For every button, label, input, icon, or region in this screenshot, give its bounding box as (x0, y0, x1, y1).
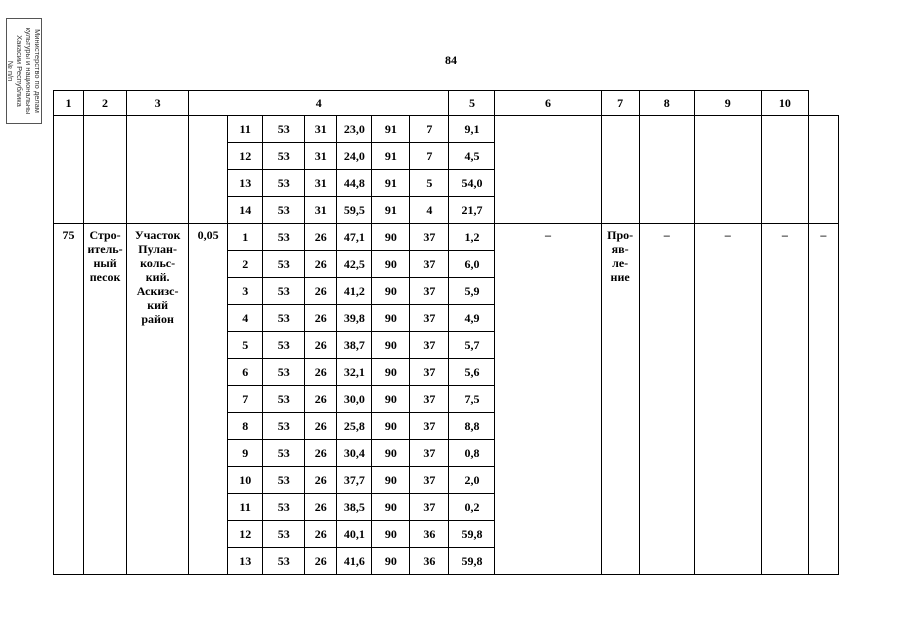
entry-number: 75 (54, 224, 84, 575)
coordinate-cell: 24,0 (337, 143, 372, 170)
cell-line: ле- (612, 256, 629, 270)
coordinate-cell: 53 (263, 224, 305, 251)
coordinate-cell: 37 (410, 467, 449, 494)
coordinate-cell: 7 (410, 116, 449, 143)
coordinate-cell: 59,5 (337, 197, 372, 224)
empty-cell (601, 116, 639, 224)
coordinate-cell: 37 (410, 440, 449, 467)
coordinate-cell: 5 (410, 170, 449, 197)
coordinate-cell: 37 (410, 413, 449, 440)
coordinate-cell: 0,2 (449, 494, 495, 521)
coordinate-cell: 37 (410, 278, 449, 305)
coordinate-cell: 91 (372, 197, 410, 224)
coordinate-cell: 44,8 (337, 170, 372, 197)
coordinate-cell: 90 (372, 467, 410, 494)
cell-line: ный (93, 256, 117, 270)
coordinate-cell: 7 (410, 143, 449, 170)
coordinate-cell: 4,9 (449, 305, 495, 332)
coordinate-cell: 59,8 (449, 548, 495, 575)
cell-line: ние (610, 270, 630, 284)
column-header: 2 (84, 91, 127, 116)
coordinate-cell: 23,0 (337, 116, 372, 143)
coordinate-cell: 31 (305, 116, 337, 143)
header-row (54, 91, 839, 116)
coordinate-cell: 90 (372, 224, 410, 251)
coordinate-cell: 91 (372, 170, 410, 197)
coordinate-cell: 39,8 (337, 305, 372, 332)
empty-cell (495, 116, 601, 224)
coordinate-cell: 53 (263, 116, 305, 143)
coordinate-cell: 9 (228, 440, 263, 467)
coordinate-cell: 90 (372, 305, 410, 332)
column-header: 3 (127, 91, 189, 116)
coordinate-cell: 53 (263, 251, 305, 278)
coordinate-cell: 53 (263, 332, 305, 359)
coordinate-cell: 53 (263, 386, 305, 413)
empty-cell (639, 116, 694, 224)
coordinate-cell: 26 (305, 413, 337, 440)
coordinate-cell: 4 (410, 197, 449, 224)
coordinate-cell: 26 (305, 548, 337, 575)
coordinate-cell: 31 (305, 170, 337, 197)
cell-line: Про- (607, 228, 634, 242)
col10-cell: – (808, 224, 838, 575)
coordinate-cell: 26 (305, 386, 337, 413)
coordinate-cell: 37 (410, 494, 449, 521)
coordinate-cell: 53 (263, 359, 305, 386)
coordinate-cell: 40,1 (337, 521, 372, 548)
cell-line: Участок (134, 228, 181, 242)
coordinate-cell: 37 (410, 332, 449, 359)
coordinate-cell: 42,5 (337, 251, 372, 278)
coordinate-cell: 2,0 (449, 467, 495, 494)
cell-line: Стро- (89, 228, 121, 242)
coordinate-cell: 10 (228, 467, 263, 494)
coordinate-cell: 53 (263, 170, 305, 197)
coordinate-cell: 6,0 (449, 251, 495, 278)
stamp-line: культуры и национальны (24, 27, 33, 115)
coordinate-cell: 8 (228, 413, 263, 440)
column-header: 6 (495, 91, 601, 116)
coordinate-cell: 1,2 (449, 224, 495, 251)
type-cell (601, 224, 639, 575)
material-cell (84, 224, 127, 575)
coordinate-cell: 90 (372, 359, 410, 386)
coordinate-cell: 91 (372, 143, 410, 170)
coordinate-cell: 90 (372, 413, 410, 440)
coordinate-cell: 90 (372, 440, 410, 467)
coordinate-cell: 53 (263, 548, 305, 575)
coordinate-cell: 25,8 (337, 413, 372, 440)
coordinate-cell: 1 (228, 224, 263, 251)
cell-line: кий (147, 298, 168, 312)
coordinate-cell: 3 (228, 278, 263, 305)
coordinate-cell: 13 (228, 548, 263, 575)
coordinate-cell: 90 (372, 278, 410, 305)
coordinate-cell: 26 (305, 251, 337, 278)
coordinate-cell: 53 (263, 413, 305, 440)
coordinate-cell: 90 (372, 494, 410, 521)
coordinate-cell: 37 (410, 305, 449, 332)
column-header: 9 (694, 91, 761, 116)
empty-cell (127, 116, 189, 224)
coordinate-cell: 14 (228, 197, 263, 224)
coordinate-cell: 36 (410, 548, 449, 575)
cell-line: кий. (145, 270, 170, 284)
col5-cell: – (495, 224, 601, 575)
table-row (54, 116, 839, 143)
coordinate-cell: 90 (372, 521, 410, 548)
coordinate-cell: 53 (263, 467, 305, 494)
coordinate-cell: 53 (263, 521, 305, 548)
location-cell (127, 224, 189, 575)
coordinate-cell: 59,8 (449, 521, 495, 548)
coordinate-cell: 26 (305, 467, 337, 494)
coordinate-cell: 91 (372, 116, 410, 143)
coordinate-cell: 12 (228, 521, 263, 548)
coordinate-cell: 6 (228, 359, 263, 386)
coordinate-cell: 38,7 (337, 332, 372, 359)
coordinate-cell: 5,9 (449, 278, 495, 305)
coordinate-cell: 26 (305, 332, 337, 359)
cell-line: Пулан- (138, 242, 177, 256)
coordinate-cell: 37 (410, 386, 449, 413)
coordinate-cell: 90 (372, 548, 410, 575)
empty-cell (189, 116, 228, 224)
empty-cell (694, 116, 761, 224)
coordinate-cell: 26 (305, 521, 337, 548)
coordinate-cell: 41,2 (337, 278, 372, 305)
coordinate-cell: 53 (263, 197, 305, 224)
stamp-line: Министерство по делам (33, 29, 42, 113)
column-header: 8 (639, 91, 694, 116)
cell-line: Аскизс- (136, 284, 179, 298)
column-header: 4 (189, 91, 449, 116)
column-header: 1 (54, 91, 84, 116)
coordinate-cell: 5,6 (449, 359, 495, 386)
coordinate-cell: 11 (228, 494, 263, 521)
coordinate-cell: 5,7 (449, 332, 495, 359)
coordinate-cell: 53 (263, 143, 305, 170)
archive-stamp (6, 18, 42, 124)
coordinate-cell: 12 (228, 143, 263, 170)
coordinate-cell: 26 (305, 278, 337, 305)
col9-cell: – (761, 224, 808, 575)
coordinate-cell: 36 (410, 521, 449, 548)
coordinate-cell: 53 (263, 305, 305, 332)
coordinate-cell: 26 (305, 494, 337, 521)
coordinate-cell: 4,5 (449, 143, 495, 170)
coordinate-cell: 41,6 (337, 548, 372, 575)
coordinate-cell: 5 (228, 332, 263, 359)
coordinate-cell: 90 (372, 332, 410, 359)
coordinate-cell: 53 (263, 440, 305, 467)
coordinate-cell: 8,8 (449, 413, 495, 440)
column-header: 5 (449, 91, 495, 116)
coordinate-cell: 37,7 (337, 467, 372, 494)
coordinate-cell: 4 (228, 305, 263, 332)
stamp-line: Хакасии Республика (15, 35, 24, 107)
empty-cell (761, 116, 808, 224)
column-header: 10 (761, 91, 808, 116)
coordinate-cell: 54,0 (449, 170, 495, 197)
coordinate-cell: 9,1 (449, 116, 495, 143)
stamp-line: № п/п (6, 60, 15, 82)
page-number: 84 (445, 53, 457, 67)
coordinate-cell: 38,5 (337, 494, 372, 521)
coordinate-cell: 26 (305, 305, 337, 332)
cell-line: кольс- (140, 256, 176, 270)
empty-cell (84, 116, 127, 224)
coordinate-cell: 90 (372, 251, 410, 278)
coordinate-cell: 26 (305, 224, 337, 251)
coordinate-cell: 37 (410, 224, 449, 251)
coordinate-cell: 13 (228, 170, 263, 197)
coordinate-cell: 0,8 (449, 440, 495, 467)
coordinate-cell: 53 (263, 494, 305, 521)
coordinate-cell: 21,7 (449, 197, 495, 224)
cell-line: яв- (611, 242, 629, 256)
coordinate-cell: 90 (372, 386, 410, 413)
empty-cell (808, 116, 838, 224)
coordinate-cell: 2 (228, 251, 263, 278)
area-cell: 0,05 (189, 224, 228, 575)
coordinate-cell: 47,1 (337, 224, 372, 251)
coordinate-cell: 7 (228, 386, 263, 413)
col8-cell: – (694, 224, 761, 575)
column-header: 7 (601, 91, 639, 116)
col7-cell: – (639, 224, 694, 575)
coordinate-cell: 26 (305, 359, 337, 386)
empty-cell (54, 116, 84, 224)
coordinate-cell: 11 (228, 116, 263, 143)
table-body (54, 91, 839, 575)
coordinate-cell: 30,0 (337, 386, 372, 413)
cell-line: песок (89, 270, 121, 284)
coordinate-cell: 53 (263, 278, 305, 305)
coordinate-cell: 26 (305, 440, 337, 467)
coordinate-cell: 7,5 (449, 386, 495, 413)
coordinate-cell: 30,4 (337, 440, 372, 467)
coordinate-cell: 37 (410, 359, 449, 386)
register-table (53, 90, 839, 575)
coordinate-cell: 31 (305, 197, 337, 224)
cell-line: район (141, 312, 174, 326)
coordinate-cell: 37 (410, 251, 449, 278)
table-row (54, 224, 839, 251)
coordinate-cell: 32,1 (337, 359, 372, 386)
cell-line: итель- (87, 242, 123, 256)
coordinate-cell: 31 (305, 143, 337, 170)
